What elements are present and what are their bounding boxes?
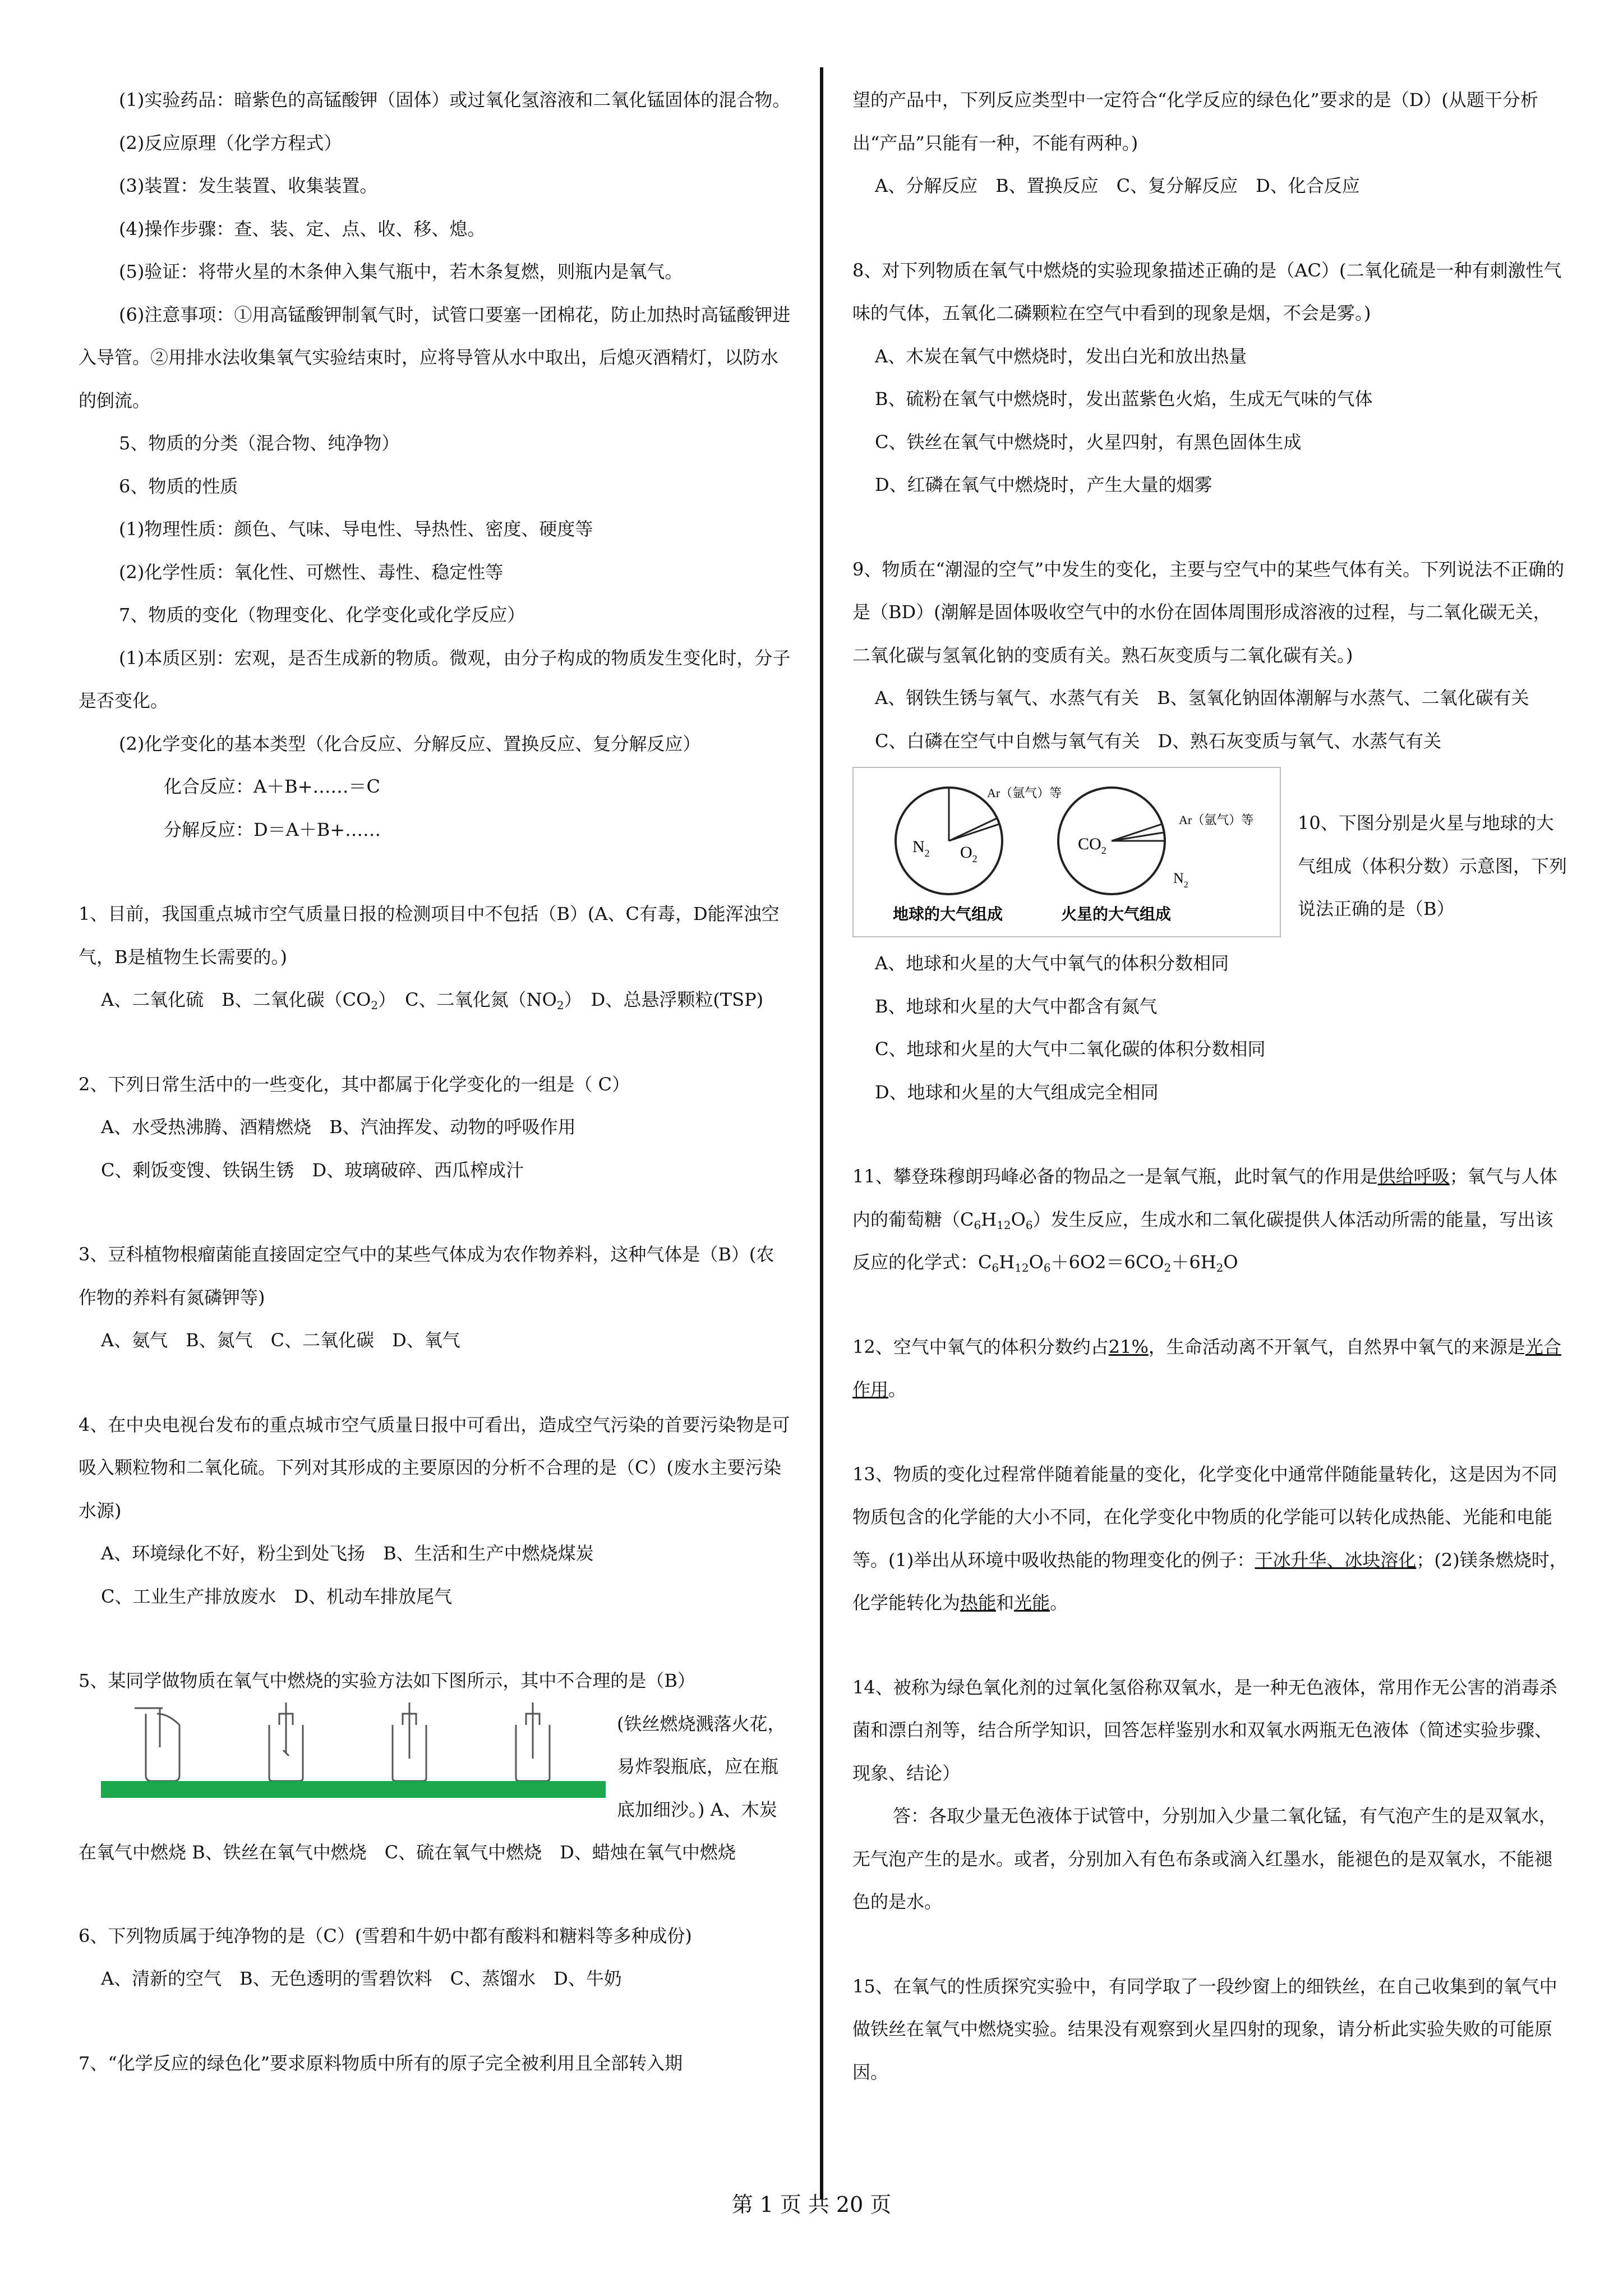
chemical-properties: (2)化学性质：氧化性、可燃性、毒性、稳定性等: [119, 561, 504, 583]
question-11-answer: 供给呼吸: [1377, 1166, 1450, 1187]
question-7-continued: 望的产品中，下列反应类型中一定符合“化学反应的绿色化”要求的是（D）(从题干分析出“产品”只能有一种，不能有两种。): [852, 89, 1538, 154]
question-12-answer-2: 光合作用: [852, 1336, 1561, 1400]
question-13-answer-2: 热能: [960, 1592, 997, 1613]
question-1-stem: 1、目前，我国重点城市空气质量日报的检测项目中不包括（B）(A、C有毒，D能浑浊空气，B是植物生长需要的。): [79, 903, 780, 968]
question-12-answer-1: 21%: [1108, 1336, 1149, 1358]
question-8-option-d: D、红磷在氧气中燃烧时，产生大量的烟雾: [875, 474, 1212, 495]
page-footer: 第 1 页 共 20 页: [731, 2192, 892, 2217]
question-3-stem: 3、豆科植物根瘤菌能直接固定空气中的某些气体成为农作物养料，这种气体是（B）(农作物的养料有氮磷钾等): [79, 1244, 774, 1308]
page-total: 20: [836, 2192, 864, 2217]
mars-ar-label: Ar（氩气）等: [1179, 813, 1254, 827]
question-5-note: (铁丝燃烧溅落火花，易炸裂瓶底，应在瓶底加细沙。) A、木炭在氧气中燃烧 B、铁丝在氧气中燃烧 C、硫在氧气中燃烧 D、蜡烛在氧气中燃烧: [79, 1713, 786, 1863]
question-7-options: A、分解反应 B、置换反应 C、复分解反应 D、化合反应: [875, 175, 1360, 196]
question-6-stem: 6、下列物质属于纯净物的是（C）(雪碧和牛奶中都有酸料和糖料等多种成份): [79, 1925, 692, 1947]
earth-n2-label: $N_2$: [912, 838, 930, 859]
question-8-option-c: C、铁丝在氧气中燃烧时，火星四射，有黑色固体生成: [875, 431, 1302, 453]
question-14-answer: 答：各取少量无色液体于试管中，分别加入少量二氧化锰，有气泡产生的是双氧水，无气泡产生的是水。或者，分别加入有色布条或滴入红墨水，能褪色的是双氧水，不能褪色的是水。: [852, 1805, 1557, 1912]
question-8-stem: 8、对下列物质在氧气中燃烧的实验现象描述正确的是（AC）(二氧化硫是一种有刺激性气味的气体，五氧化二磷颗粒在空气中看到的现象是烟，不会是雾。): [852, 259, 1562, 324]
left-column: [79, 79, 791, 2085]
apparatus-base: [101, 1781, 606, 1798]
question-9-options-2: C、白磷在空气中自燃与氧气有关 D、熟石灰变质与氧气、水蒸气有关: [875, 730, 1442, 752]
question-4-stem: 4、在中央电视台发布的重点城市空气质量日报中可看出，造成空气污染的首要污染物是可吸入颗粒物和二氧化硫。下列对其形成的主要原因的分析不合理的是（C）(废水主要污染水源): [79, 1414, 790, 1521]
question-13-answer-3: 光能: [1014, 1592, 1050, 1613]
combination-reaction: 化合反应：A＋B+……＝C: [164, 776, 380, 797]
question-10-option-c: C、地球和火星的大气中二氧化碳的体积分数相同: [875, 1038, 1266, 1060]
question-6-options: A、清新的空气 B、无色透明的雪碧饮料 C、蒸馏水 D、牛奶: [101, 1968, 622, 1989]
mars-caption: 火星的大气组成: [1061, 905, 1172, 923]
decomposition-reaction: 分解反应：D＝A＋B+……: [164, 818, 381, 840]
lab-item-4: (4)操作步骤：查、装、定、点、收、移、熄。: [119, 218, 486, 240]
question-1-options: A、二氧化硫 B、二氧化碳$(CO_2)$ C、二氧化氮$(NO_2)$ D、总悬浮颗粒(TSP): [101, 989, 764, 1012]
lab-item-2: (2)反应原理（化学方程式）: [119, 132, 342, 154]
question-5-stem: 5、某同学做物质在氧气中燃烧的实验方法如下图所示，其中不合理的是（B）: [79, 1670, 695, 1691]
question-2-options-1: A、水受热沸腾、酒精燃烧 B、汽油挥发、动物的呼吸作用: [101, 1116, 576, 1138]
earth-ar-label: Ar（氩气）等: [987, 786, 1062, 800]
reaction-types: (2)化学变化的基本类型（化合反应、分解反应、置换反应、复分解反应）: [119, 733, 701, 754]
question-10-option-d: D、地球和火星的大气组成完全相同: [875, 1081, 1159, 1103]
lab-item-6: (6)注意事项：①用高锰酸钾制氧气时，试管口要塞一团棉花，防止加热时高锰酸钾进入导管。②用排水法收集氧气实验结束时，应将导管从水中取出，后熄灭酒精灯，以防水的倒流。: [79, 303, 791, 411]
bottle-a: [146, 1714, 179, 1781]
atmosphere-composition-figure: [852, 767, 1281, 937]
question-10-stem: 10、下图分别是火星与地球的大气组成（体积分数）示意图，下列说法正确的是（B）: [1298, 812, 1567, 919]
essential-difference: (1)本质区别：宏观，是否生成新的物质。微观，由分子构成的物质发生变化时，分子是否变化。: [79, 647, 791, 711]
lab-item-3: (3)装置：发生装置、收集装置。: [119, 175, 378, 196]
section-changes: 7、物质的变化（物理变化、化学变化或化学反应）: [119, 604, 525, 625]
question-8-option-b: B、硫粉在氧气中燃烧时，发出蓝紫色火焰，生成无气味的气体: [875, 388, 1373, 409]
question-11: 11、攀登珠穆朗玛峰必备的物品之一是氧气瓶，此时氧气的作用是供给呼吸；氧气与人体内的葡萄糖$(C_6H_{12}O_6)$发生反应，生成水和二氧化碳提供人体活动所需的能量，写出该反应的化学式：$C_6H_{12}O_6+6O2=6CO_2+6H_2O$: [852, 1166, 1557, 1274]
question-12: 12、空气中氧气的体积分数约占21%，生命活动离不开氧气，自然界中氧气的来源是光合作用。: [852, 1336, 1561, 1400]
section-classification: 5、物质的分类（混合物、纯净物）: [119, 432, 400, 454]
question-13: 13、物质的变化过程常伴随着能量的变化，化学变化中通常伴随能量转化，这是因为不同物质包含的化学能的大小不同，在化学变化中物质的化学能可以转化成热能、光能和电能等。(1)举出从环境中吸收热能的物理变化的例子：干冰升华、冰块溶化；(2)镁条燃烧时，化学能转化为热能和光能。: [852, 1463, 1567, 1613]
question-9-options-1: A、钢铁生锈与氧气、水蒸气有关 B、氢氧化钠固体潮解与水蒸气、二氧化碳有关: [875, 687, 1529, 708]
question-13-answer-1: 干冰升华、冰块溶化: [1255, 1549, 1417, 1571]
mars-n2-label: $N_2$: [1173, 870, 1188, 890]
question-5-block: [79, 1703, 791, 1874]
physical-properties: (1)物理性质：颜色、气味、导电性、导热性、密度、硬度等: [119, 518, 593, 540]
section-properties: 6、物质的性质: [119, 475, 238, 497]
question-10-option-b: B、地球和火星的大气中都含有氮气: [875, 995, 1158, 1017]
right-column: [852, 79, 1567, 2093]
page-number: 1: [759, 2192, 773, 2217]
mars-co2-label: $CO_2$: [1078, 835, 1106, 856]
question-2-options-2: C、剩饭变馊、铁锅生锈 D、玻璃破碎、西瓜榨成汁: [101, 1159, 524, 1181]
question-7-start: 7、“化学反应的绿色化”要求原料物质中所有的原子完全被利用且全部转入期: [79, 2052, 683, 2074]
lab-item-1: (1)实验药品：暗紫色的高锰酸钾（固体）或过氧化氢溶液和二氧化锰固体的混合物。: [119, 89, 791, 111]
question-8-option-a: A、木炭在氧气中燃烧时，发出白光和放出热量: [875, 345, 1247, 367]
question-14-stem: 14、被称为绿色氧化剂的过氧化氢俗称双氧水，是一种无色液体，常用作无公害的消毒杀菌和漂白剂等，结合所学知识，回答怎样鉴别水和双氧水两瓶无色液体（简述实验步骤、现象、结论）: [852, 1676, 1557, 1784]
lab-item-5: (5)验证：将带火星的木条伸入集气瓶中，若木条复燃，则瓶内是氧气。: [119, 261, 683, 282]
column-divider: [820, 67, 823, 2199]
rod-b: [283, 1703, 289, 1756]
question-10-option-a: A、地球和火星的大气中氧气的体积分数相同: [875, 953, 1229, 974]
question-15-stem: 15、在氧气的性质探究实验中，有同学取了一段纱窗上的细铁丝，在自己收集到的氧气中做铁丝在氧气中燃烧实验。结果没有观察到火星四射的现象，请分析此实验失败的可能原因。: [852, 1975, 1557, 2083]
question-3-options: A、氨气 B、氮气 C、二氧化碳 D、氧气: [101, 1329, 460, 1351]
earth-caption: 地球的大气组成: [893, 905, 1003, 923]
question-11-equation: $C_6H_{12}O_6+6O2=6CO_2+6H_2O$: [978, 1251, 1238, 1274]
question-10-block: [852, 762, 1567, 931]
question-9-stem: 9、物质在“潮湿的空气”中发生的变化，主要与空气中的某些气体有关。下列说法不正确的是（BD）(潮解是固体吸收空气中的水份在固体周围形成溶液的过程，与二氧化碳无关，二氧化碳与氢氧化钠的变质有关。熟石灰变质与二氧化碳有关。): [852, 558, 1565, 666]
question-4-options-2: C、工业生产排放废水 D、机动车排放尾气: [101, 1585, 453, 1607]
earth-o2-label: $O_2$: [960, 843, 978, 864]
question-2-stem: 2、下列日常生活中的一些变化，其中都属于化学变化的一组是（ C）: [79, 1073, 630, 1095]
question-4-options-1: A、环境绿化不好，粉尘到处飞扬 B、生活和生产中燃烧煤炭: [101, 1543, 594, 1564]
combustion-apparatus-figure: [101, 1703, 606, 1798]
